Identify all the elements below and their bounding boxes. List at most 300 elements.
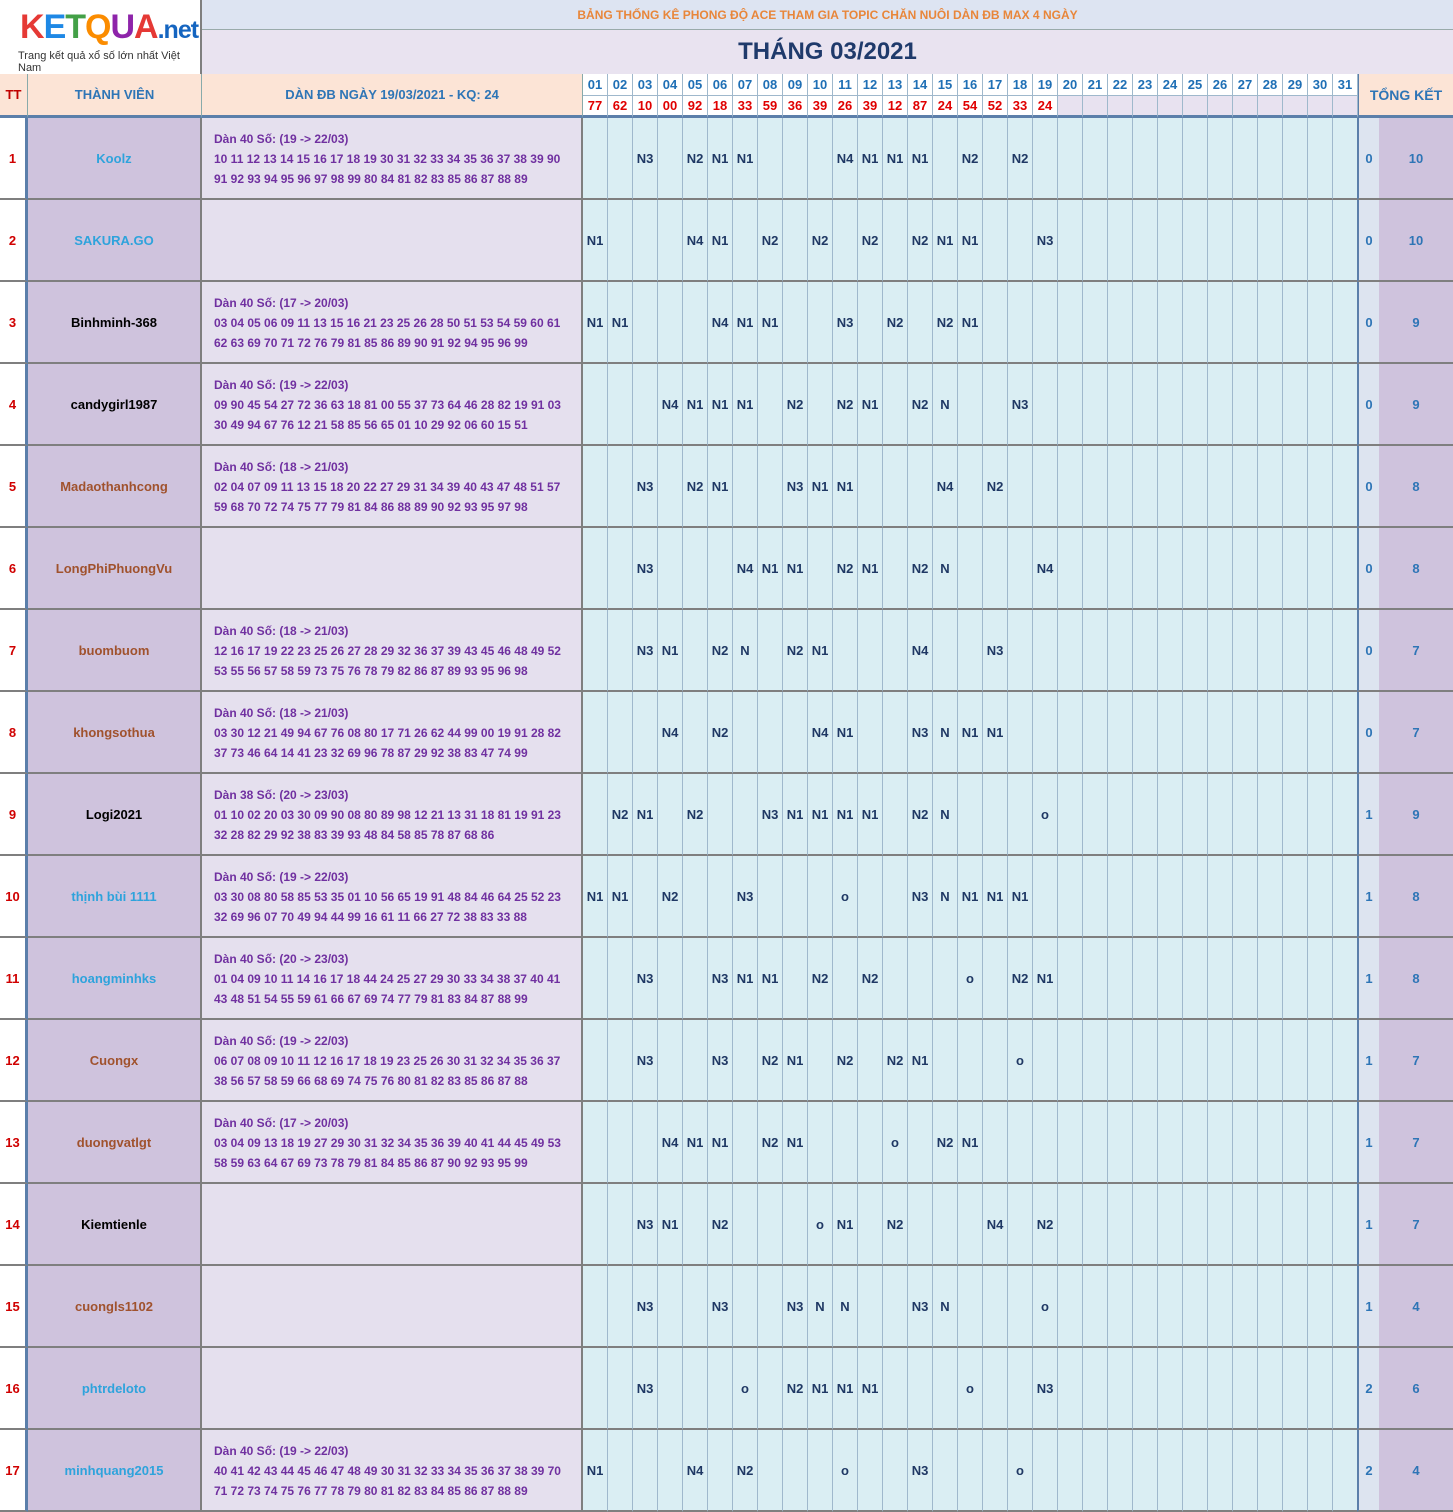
day-result[interactable]	[1133, 96, 1158, 118]
day-cell[interactable]	[908, 1348, 933, 1430]
day-cell[interactable]: N4	[808, 692, 833, 774]
day-cell[interactable]	[858, 1266, 883, 1348]
dan-cell[interactable]	[202, 774, 583, 856]
day-cell[interactable]: N	[933, 692, 958, 774]
day-cell[interactable]: N4	[683, 1430, 708, 1512]
day-result[interactable]: 92	[683, 96, 708, 118]
day-cell[interactable]	[933, 1020, 958, 1102]
day-cell[interactable]	[933, 1184, 958, 1266]
day-cell[interactable]: N2	[758, 1102, 783, 1184]
day-cell[interactable]	[1333, 446, 1358, 528]
day-cell[interactable]	[658, 200, 683, 282]
day-cell[interactable]	[1308, 528, 1333, 610]
day-cell[interactable]: N1	[758, 938, 783, 1020]
day-cell[interactable]	[1258, 1348, 1283, 1430]
day-cell[interactable]: o	[958, 1348, 983, 1430]
day-cell[interactable]	[858, 1184, 883, 1266]
dan-cell[interactable]	[202, 692, 583, 774]
total-count[interactable]: 0	[1357, 610, 1379, 692]
day-cell[interactable]: N1	[708, 446, 733, 528]
day-header[interactable]: 11	[833, 74, 858, 96]
day-cell[interactable]	[983, 282, 1008, 364]
dan-cell[interactable]	[202, 200, 583, 282]
day-header[interactable]: 12	[858, 74, 883, 96]
day-cell[interactable]	[758, 446, 783, 528]
member-name[interactable]: Madaothanhcong	[28, 446, 202, 528]
day-cell[interactable]	[1008, 1348, 1033, 1430]
day-cell[interactable]	[1158, 446, 1183, 528]
day-cell[interactable]	[1333, 364, 1358, 446]
day-cell[interactable]	[658, 528, 683, 610]
member-name[interactable]: Koolz	[28, 118, 202, 200]
day-cell[interactable]	[1158, 528, 1183, 610]
total-score[interactable]: 7	[1379, 610, 1453, 692]
day-cell[interactable]	[658, 1266, 683, 1348]
day-cell[interactable]	[1108, 1102, 1133, 1184]
day-cell[interactable]	[758, 118, 783, 200]
day-cell[interactable]: N4	[658, 364, 683, 446]
row-number[interactable]: 11	[0, 938, 28, 1020]
day-cell[interactable]	[583, 1266, 608, 1348]
day-cell[interactable]	[583, 1184, 608, 1266]
day-cell[interactable]	[658, 446, 683, 528]
day-cell[interactable]	[1033, 364, 1058, 446]
day-cell[interactable]: N1	[833, 774, 858, 856]
total-count[interactable]: 1	[1357, 938, 1379, 1020]
day-cell[interactable]	[808, 1020, 833, 1102]
total-score[interactable]: 7	[1379, 1020, 1453, 1102]
day-cell[interactable]	[633, 856, 658, 938]
day-cell[interactable]: N3	[908, 1266, 933, 1348]
day-cell[interactable]	[1133, 1348, 1158, 1430]
day-cell[interactable]	[1158, 1266, 1183, 1348]
day-cell[interactable]	[758, 1430, 783, 1512]
day-cell[interactable]	[733, 1184, 758, 1266]
row-number[interactable]: 13	[0, 1102, 28, 1184]
total-score[interactable]: 8	[1379, 938, 1453, 1020]
day-cell[interactable]	[983, 200, 1008, 282]
day-cell[interactable]	[858, 692, 883, 774]
day-cell[interactable]	[1283, 1430, 1308, 1512]
day-cell[interactable]	[1308, 938, 1333, 1020]
day-cell[interactable]	[1333, 1102, 1358, 1184]
day-cell[interactable]	[1283, 610, 1308, 692]
day-cell[interactable]	[733, 774, 758, 856]
day-cell[interactable]	[733, 1266, 758, 1348]
day-cell[interactable]	[983, 364, 1008, 446]
day-cell[interactable]	[1283, 282, 1308, 364]
day-result[interactable]	[1058, 96, 1083, 118]
day-cell[interactable]	[1133, 282, 1158, 364]
day-cell[interactable]	[1108, 364, 1133, 446]
day-result[interactable]: 39	[808, 96, 833, 118]
day-cell[interactable]: N2	[833, 364, 858, 446]
day-cell[interactable]: N1	[1008, 856, 1033, 938]
day-cell[interactable]	[583, 1020, 608, 1102]
day-cell[interactable]	[683, 1266, 708, 1348]
day-cell[interactable]	[583, 364, 608, 446]
dan-cell[interactable]	[202, 118, 583, 200]
day-cell[interactable]	[1183, 1348, 1208, 1430]
day-cell[interactable]: N1	[583, 1430, 608, 1512]
day-cell[interactable]	[1333, 1430, 1358, 1512]
day-cell[interactable]	[808, 856, 833, 938]
day-cell[interactable]: N3	[633, 938, 658, 1020]
day-cell[interactable]	[983, 118, 1008, 200]
day-cell[interactable]	[1233, 692, 1258, 774]
day-cell[interactable]	[608, 1348, 633, 1430]
day-header[interactable]: 07	[733, 74, 758, 96]
day-result[interactable]: 54	[958, 96, 983, 118]
day-cell[interactable]	[1258, 1266, 1283, 1348]
total-count[interactable]: 0	[1357, 692, 1379, 774]
day-cell[interactable]	[1133, 692, 1158, 774]
day-cell[interactable]	[658, 1020, 683, 1102]
day-cell[interactable]	[608, 446, 633, 528]
day-cell[interactable]: N	[733, 610, 758, 692]
day-cell[interactable]	[1133, 446, 1158, 528]
day-cell[interactable]	[758, 692, 783, 774]
day-cell[interactable]	[1133, 1430, 1158, 1512]
day-cell[interactable]	[758, 1348, 783, 1430]
total-count[interactable]: 1	[1357, 1266, 1379, 1348]
total-count[interactable]: 1	[1357, 1020, 1379, 1102]
day-cell[interactable]	[1158, 1430, 1183, 1512]
day-cell[interactable]: N3	[983, 610, 1008, 692]
header-total[interactable]: TỔNG KẾT	[1357, 74, 1453, 118]
day-cell[interactable]: N1	[633, 774, 658, 856]
day-cell[interactable]: N2	[808, 200, 833, 282]
day-cell[interactable]	[783, 1430, 808, 1512]
day-cell[interactable]	[658, 1430, 683, 1512]
total-score[interactable]: 7	[1379, 692, 1453, 774]
total-score[interactable]: 10	[1379, 200, 1453, 282]
day-cell[interactable]: N1	[683, 1102, 708, 1184]
day-cell[interactable]	[1058, 200, 1083, 282]
day-cell[interactable]	[783, 938, 808, 1020]
row-number[interactable]: 5	[0, 446, 28, 528]
day-cell[interactable]	[908, 1102, 933, 1184]
day-cell[interactable]	[608, 1102, 633, 1184]
day-cell[interactable]: N3	[908, 1430, 933, 1512]
dan-cell[interactable]	[202, 1266, 583, 1348]
day-cell[interactable]	[1258, 1184, 1283, 1266]
day-cell[interactable]: N1	[808, 1348, 833, 1430]
day-cell[interactable]	[733, 692, 758, 774]
day-result[interactable]	[1108, 96, 1133, 118]
day-cell[interactable]	[658, 282, 683, 364]
day-cell[interactable]: N	[933, 774, 958, 856]
day-cell[interactable]	[1133, 938, 1158, 1020]
day-cell[interactable]: N1	[958, 200, 983, 282]
day-cell[interactable]	[583, 610, 608, 692]
day-cell[interactable]	[1233, 364, 1258, 446]
day-cell[interactable]: N3	[758, 774, 783, 856]
day-cell[interactable]	[1083, 1102, 1108, 1184]
day-result[interactable]: 26	[833, 96, 858, 118]
day-cell[interactable]	[1133, 610, 1158, 692]
day-cell[interactable]	[1208, 528, 1233, 610]
day-cell[interactable]	[1208, 1266, 1233, 1348]
day-cell[interactable]	[908, 282, 933, 364]
day-cell[interactable]	[633, 1430, 658, 1512]
day-cell[interactable]	[1283, 446, 1308, 528]
day-cell[interactable]	[1133, 1266, 1158, 1348]
total-score[interactable]: 6	[1379, 1348, 1453, 1430]
day-cell[interactable]	[683, 282, 708, 364]
day-cell[interactable]: N1	[708, 118, 733, 200]
day-cell[interactable]	[608, 610, 633, 692]
day-cell[interactable]	[658, 118, 683, 200]
day-header[interactable]: 16	[958, 74, 983, 96]
day-cell[interactable]	[883, 938, 908, 1020]
day-cell[interactable]	[683, 938, 708, 1020]
day-cell[interactable]	[583, 1102, 608, 1184]
day-header[interactable]: 08	[758, 74, 783, 96]
day-cell[interactable]	[1208, 692, 1233, 774]
day-cell[interactable]	[783, 1184, 808, 1266]
day-cell[interactable]	[1108, 774, 1133, 856]
day-cell[interactable]	[1058, 446, 1083, 528]
day-cell[interactable]	[1083, 1184, 1108, 1266]
day-cell[interactable]: o	[733, 1348, 758, 1430]
day-cell[interactable]: N1	[833, 692, 858, 774]
day-cell[interactable]	[1008, 774, 1033, 856]
day-cell[interactable]	[1183, 774, 1208, 856]
day-cell[interactable]: N3	[633, 446, 658, 528]
day-cell[interactable]	[1058, 938, 1083, 1020]
day-cell[interactable]	[1283, 774, 1308, 856]
day-cell[interactable]: N1	[658, 1184, 683, 1266]
day-result[interactable]: 62	[608, 96, 633, 118]
day-cell[interactable]: N2	[658, 856, 683, 938]
row-number[interactable]: 12	[0, 1020, 28, 1102]
day-cell[interactable]	[1183, 1266, 1208, 1348]
total-count[interactable]: 0	[1357, 282, 1379, 364]
dan-cell[interactable]	[202, 610, 583, 692]
day-cell[interactable]	[608, 528, 633, 610]
day-cell[interactable]	[858, 1102, 883, 1184]
day-cell[interactable]	[608, 1266, 633, 1348]
day-cell[interactable]: N3	[633, 118, 658, 200]
day-cell[interactable]: N1	[733, 364, 758, 446]
day-cell[interactable]: N	[933, 1266, 958, 1348]
day-cell[interactable]	[583, 774, 608, 856]
day-cell[interactable]: N2	[908, 774, 933, 856]
day-cell[interactable]: N4	[658, 692, 683, 774]
day-cell[interactable]: N2	[883, 282, 908, 364]
day-cell[interactable]: N1	[708, 1102, 733, 1184]
day-cell[interactable]	[983, 1266, 1008, 1348]
day-cell[interactable]	[1158, 1184, 1183, 1266]
day-cell[interactable]	[883, 528, 908, 610]
day-cell[interactable]	[1208, 1430, 1233, 1512]
day-cell[interactable]	[608, 1184, 633, 1266]
day-cell[interactable]	[1333, 856, 1358, 938]
day-cell[interactable]: o	[1033, 1266, 1058, 1348]
day-cell[interactable]: o	[1008, 1020, 1033, 1102]
day-cell[interactable]: N2	[1008, 938, 1033, 1020]
day-cell[interactable]: N3	[633, 1184, 658, 1266]
day-cell[interactable]	[608, 200, 633, 282]
day-cell[interactable]	[1283, 364, 1308, 446]
day-cell[interactable]	[958, 1266, 983, 1348]
day-cell[interactable]	[1183, 1102, 1208, 1184]
day-cell[interactable]	[858, 1020, 883, 1102]
day-cell[interactable]	[783, 200, 808, 282]
day-cell[interactable]	[1058, 118, 1083, 200]
day-cell[interactable]	[1258, 856, 1283, 938]
day-cell[interactable]	[1208, 1020, 1233, 1102]
day-header[interactable]: 20	[1058, 74, 1083, 96]
day-cell[interactable]	[1258, 1102, 1283, 1184]
day-cell[interactable]	[883, 856, 908, 938]
day-cell[interactable]: N1	[933, 200, 958, 282]
day-result[interactable]: 18	[708, 96, 733, 118]
day-cell[interactable]: N3	[1033, 1348, 1058, 1430]
day-cell[interactable]	[1058, 1348, 1083, 1430]
day-cell[interactable]	[683, 1184, 708, 1266]
day-cell[interactable]	[1233, 200, 1258, 282]
day-cell[interactable]	[1083, 528, 1108, 610]
day-cell[interactable]	[1083, 774, 1108, 856]
day-cell[interactable]	[1283, 528, 1308, 610]
dan-cell[interactable]	[202, 364, 583, 446]
day-cell[interactable]	[1108, 1430, 1133, 1512]
day-header[interactable]: 24	[1158, 74, 1183, 96]
day-cell[interactable]	[608, 1020, 633, 1102]
day-cell[interactable]	[1058, 856, 1083, 938]
day-cell[interactable]	[658, 774, 683, 856]
day-cell[interactable]: N1	[733, 282, 758, 364]
day-cell[interactable]	[658, 1348, 683, 1430]
day-cell[interactable]: N2	[908, 200, 933, 282]
day-cell[interactable]	[1333, 528, 1358, 610]
day-cell[interactable]	[1133, 856, 1158, 938]
total-count[interactable]: 0	[1357, 446, 1379, 528]
day-cell[interactable]: N2	[783, 364, 808, 446]
day-cell[interactable]	[1233, 610, 1258, 692]
day-cell[interactable]: N1	[758, 282, 783, 364]
day-header[interactable]: 27	[1233, 74, 1258, 96]
day-cell[interactable]: N1	[908, 118, 933, 200]
day-cell[interactable]	[1308, 1020, 1333, 1102]
day-cell[interactable]	[608, 364, 633, 446]
day-result[interactable]: 39	[858, 96, 883, 118]
day-cell[interactable]	[1333, 1184, 1358, 1266]
day-header[interactable]: 03	[633, 74, 658, 96]
day-cell[interactable]	[1158, 1348, 1183, 1430]
day-result[interactable]: 00	[658, 96, 683, 118]
day-cell[interactable]	[1108, 1020, 1133, 1102]
day-cell[interactable]	[958, 1184, 983, 1266]
member-name[interactable]: SAKURA.GO	[28, 200, 202, 282]
member-name[interactable]: cuongls1102	[28, 1266, 202, 1348]
day-cell[interactable]	[1108, 1184, 1133, 1266]
day-cell[interactable]	[783, 856, 808, 938]
day-cell[interactable]	[683, 1020, 708, 1102]
total-score[interactable]: 7	[1379, 1102, 1453, 1184]
day-cell[interactable]	[1108, 282, 1133, 364]
day-cell[interactable]	[883, 692, 908, 774]
day-cell[interactable]	[1333, 774, 1358, 856]
day-cell[interactable]	[1333, 200, 1358, 282]
day-cell[interactable]	[1083, 692, 1108, 774]
day-cell[interactable]	[933, 118, 958, 200]
day-cell[interactable]	[908, 1184, 933, 1266]
day-cell[interactable]	[1308, 1348, 1333, 1430]
day-cell[interactable]	[1283, 1020, 1308, 1102]
day-cell[interactable]	[1233, 446, 1258, 528]
day-cell[interactable]	[708, 856, 733, 938]
total-score[interactable]: 8	[1379, 528, 1453, 610]
day-cell[interactable]	[833, 200, 858, 282]
day-cell[interactable]	[1258, 610, 1283, 692]
day-cell[interactable]	[833, 1102, 858, 1184]
day-cell[interactable]: N2	[1008, 118, 1033, 200]
day-cell[interactable]: N2	[758, 1020, 783, 1102]
day-cell[interactable]: N2	[858, 938, 883, 1020]
day-cell[interactable]: N1	[858, 118, 883, 200]
day-cell[interactable]	[933, 610, 958, 692]
day-cell[interactable]: N2	[733, 1430, 758, 1512]
day-cell[interactable]	[1133, 200, 1158, 282]
day-cell[interactable]	[1058, 692, 1083, 774]
day-cell[interactable]	[1308, 118, 1333, 200]
day-header[interactable]: 05	[683, 74, 708, 96]
day-cell[interactable]	[1208, 938, 1233, 1020]
day-cell[interactable]: N2	[908, 364, 933, 446]
day-cell[interactable]: N	[933, 528, 958, 610]
day-cell[interactable]	[1083, 200, 1108, 282]
day-cell[interactable]	[1058, 364, 1083, 446]
day-cell[interactable]	[1158, 692, 1183, 774]
day-cell[interactable]	[1108, 200, 1133, 282]
day-cell[interactable]: N1	[958, 856, 983, 938]
day-cell[interactable]	[1033, 692, 1058, 774]
logo-area[interactable]	[0, 0, 202, 74]
day-cell[interactable]	[983, 1348, 1008, 1430]
member-name[interactable]: candygirl1987	[28, 364, 202, 446]
day-cell[interactable]	[1258, 938, 1283, 1020]
day-cell[interactable]	[683, 528, 708, 610]
day-cell[interactable]	[1183, 364, 1208, 446]
day-cell[interactable]	[1258, 200, 1283, 282]
day-cell[interactable]	[1233, 1430, 1258, 1512]
day-cell[interactable]	[633, 692, 658, 774]
day-cell[interactable]: N2	[858, 200, 883, 282]
day-cell[interactable]	[858, 856, 883, 938]
day-cell[interactable]	[1208, 1184, 1233, 1266]
total-score[interactable]: 7	[1379, 1184, 1453, 1266]
day-cell[interactable]	[1333, 610, 1358, 692]
member-name[interactable]: buombuom	[28, 610, 202, 692]
day-cell[interactable]	[583, 938, 608, 1020]
day-cell[interactable]	[708, 528, 733, 610]
day-cell[interactable]: N1	[833, 1184, 858, 1266]
day-cell[interactable]	[1233, 282, 1258, 364]
day-cell[interactable]: N3	[783, 446, 808, 528]
day-cell[interactable]: N	[933, 364, 958, 446]
day-cell[interactable]	[633, 200, 658, 282]
day-cell[interactable]	[1308, 856, 1333, 938]
day-cell[interactable]	[833, 938, 858, 1020]
day-cell[interactable]	[1183, 200, 1208, 282]
day-cell[interactable]: N1	[958, 282, 983, 364]
day-cell[interactable]: o	[883, 1102, 908, 1184]
day-cell[interactable]	[1283, 856, 1308, 938]
day-result[interactable]	[1233, 96, 1258, 118]
